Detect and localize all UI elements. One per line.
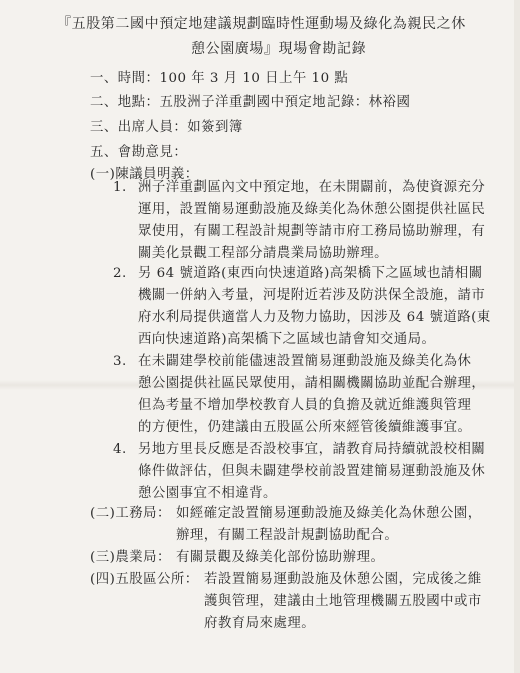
- point-1-line-3: 眾使用，有關工程設計規劃等請市府工務局協助辦理，有: [138, 224, 486, 239]
- point-2-line-3: 府水利局提供適當人力及物力協助，因涉及 64 號道路(東: [138, 310, 491, 325]
- point-4-line-3: 憩公園事宜不相違背。: [138, 486, 277, 501]
- agriculture-label: (三)農業局：: [90, 550, 171, 565]
- point-2-line-1: 另 64 號道路(東西向快速道路)高架橋下之區域也請相關: [138, 266, 483, 281]
- title-line-2: 憩公園廣場』現場會勘記錄: [191, 41, 367, 57]
- point-3-line-3: 但為考量不增加學校教育人員的負擔及就近維護與管理: [138, 398, 472, 413]
- point-1-number: 1.: [113, 180, 127, 195]
- point-3-line-4: 的方便性，仍建議由五股區公所來經管後續維護事宜。: [138, 420, 472, 435]
- district-line-2: 護與管理，建議由土地管理機關五股國中或市: [204, 594, 482, 609]
- time-line: 一、時間：100 年 3 月 10 日上午 10 點: [90, 71, 349, 86]
- title-line-1: 『五股第二國中預定地建議規劃臨時性運動場及綠化為親民之休: [57, 16, 466, 32]
- recorder-line: 記錄：林裕國: [327, 95, 411, 110]
- point-1-line-2: 運用，設置簡易運動設施及綠美化為休憩公園提供社區民: [138, 202, 486, 217]
- point-4-line-2: 條件做評估，但與未闢建學校前設置建簡易運動設施及休: [138, 464, 486, 479]
- point-3-number: 3.: [113, 354, 127, 369]
- opinions-heading: 五、會勘意見：: [90, 145, 188, 160]
- works-line-2: 辦理，有關工程設計規劃協助配合。: [176, 528, 399, 543]
- point-2-line-2: 機關一併納入考量，河堤附近若涉及防洪保全設施，請市: [138, 288, 486, 303]
- agriculture-line-1: 有關景觀及綠美化部份協助辦理。: [176, 550, 385, 565]
- point-4-line-1: 另地方里長反應是否設校事宜，請教育局持續就設校相關: [138, 442, 486, 457]
- works-line-1: 如經確定設置簡易運動設施及綠美化為休憩公園，: [176, 506, 482, 521]
- works-label: (二)工務局：: [90, 506, 171, 521]
- point-2-number: 2.: [113, 266, 127, 281]
- point-2-line-4: 西向快速道路)高架橋下之區域也請會知交通局。: [138, 332, 436, 347]
- paper-edge: [514, 0, 520, 673]
- district-line-1: 若設置簡易運動設施及休憩公園，完成後之維: [204, 572, 482, 587]
- attendees-line: 三、出席人員：如簽到簿: [90, 120, 243, 135]
- point-3-line-2: 憩公園提供社區民眾使用，請相關機關協助並配合辦理，: [138, 376, 486, 391]
- point-3-line-1: 在未闢建學校前能儘速設置簡易運動設施及綠美化為休: [138, 354, 472, 369]
- point-4-number: 4.: [113, 442, 127, 457]
- district-label: (四)五股區公所：: [90, 572, 199, 587]
- place-line: 二、地點：五股洲子洋重劃國中預定地: [90, 95, 327, 110]
- councilor-heading: (一)陳議員明義：: [90, 167, 199, 182]
- district-line-3: 府教育局來處理。: [204, 616, 316, 631]
- point-1-line-1: 洲子洋重劃區內文中預定地，在未開闢前，為使資源充分: [138, 180, 486, 195]
- point-1-line-4: 關美化景觀工程部分請農業局協助辦理。: [138, 246, 389, 261]
